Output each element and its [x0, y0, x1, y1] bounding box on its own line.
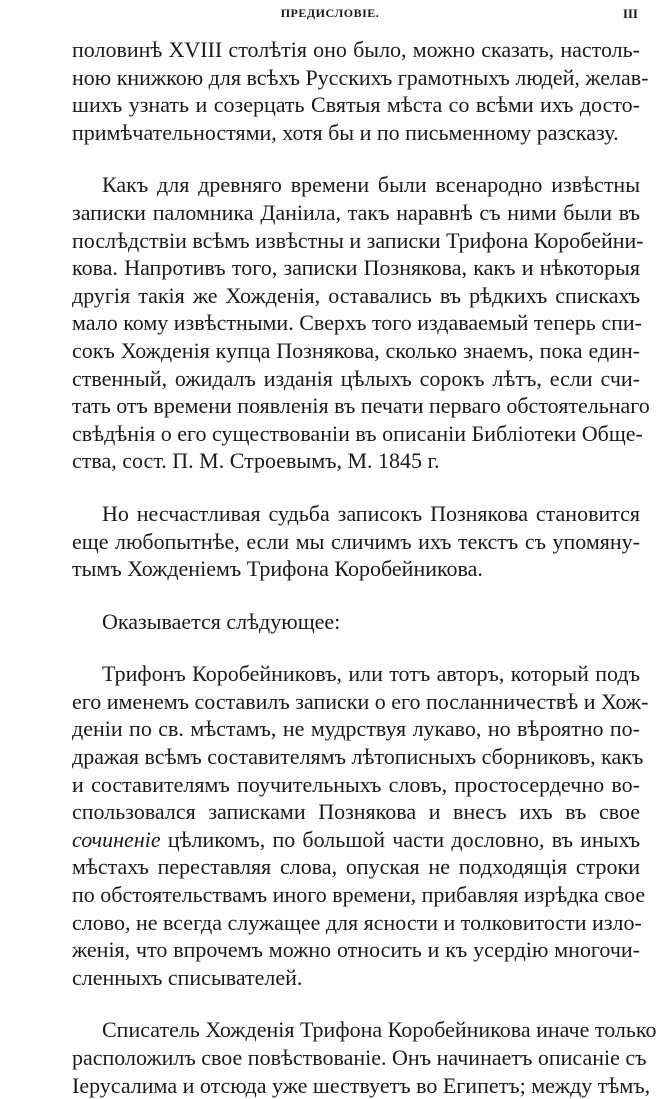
- paragraph: [72, 1016, 657, 1099]
- text-line: ною книжкою для всѣхъ Русскихъ грамотныхъ людей, желав-: [72, 64, 649, 90]
- text-line: и составителямъ поучительныхъ словъ, простосердечно во-: [72, 771, 640, 797]
- text-line: половинѣ XVIII столѣтія оно было, можно сказать, настоль-: [72, 37, 640, 62]
- text-line: мѣстахъ переставляя слова, опуская не подходящія строки: [72, 854, 640, 880]
- text-line: спользовался записками Познякова и внесъ ихъ въ свое: [72, 799, 640, 825]
- text-line: сленныхъ списывателей.: [72, 964, 303, 990]
- text-line: дражая всѣмъ составителямъ лѣтописныхъ сборниковъ, какъ: [72, 744, 644, 770]
- text-line: по обстоятельствамъ иного времени, прибавляя изрѣдка свое: [72, 882, 646, 908]
- text-line: Трифонъ Коробейниковъ, или тотъ авторъ, который подъ: [102, 661, 640, 687]
- italic-word: сочиненіе: [72, 826, 161, 852]
- paragraph: [72, 500, 640, 583]
- text-line: тать отъ времени появленія въ печати перваго обстоятельнаго: [72, 393, 650, 419]
- text-line: ства, сост. П. М. Строевымъ, М. 1845 г.: [72, 448, 440, 474]
- text-line: его именемъ составилъ записки о его посланничествѣ и Хож-: [72, 688, 649, 714]
- text-line: [72, 826, 640, 854]
- text-line: Списатель Хожденія Трифона Коробейникова иначе только: [102, 1017, 657, 1043]
- text-line: женія, что впрочемъ можно относить и къ усердію многочи-: [72, 937, 640, 963]
- text-line: Оказывается слѣдующее:: [102, 608, 341, 634]
- text-line-rest: цѣликомъ, по большой части дословно, въ иныхъ: [167, 826, 640, 852]
- text-line: тымъ Хожденіемъ Трифона Коробейникова.: [72, 556, 483, 582]
- running-head: [0, 4, 660, 24]
- text-line: свѣдѣнія о его существованіи въ описаніи Библіотеки Обще-: [72, 420, 643, 446]
- text-line: ственный, ожидалъ изданія цѣлыхъ сорокъ лѣтъ, если счи-: [72, 365, 640, 391]
- text-line: сокъ Хожденія купца Познякова, сколько знаемъ, пока един-: [72, 337, 640, 363]
- text-line: Но несчастливая судьба записокъ Познякова становится: [102, 500, 640, 526]
- text-line: деніи по св. мѣстамъ, не мудрствуя лукаво, но вѣроятно по-: [72, 716, 640, 742]
- text-line: еще любопытнѣе, если мы сличимъ ихъ текстъ съ упомяну-: [72, 528, 640, 554]
- paragraph: [72, 171, 650, 475]
- page-number: III: [622, 6, 638, 21]
- text-line: слово, не всегда служащее для ясности и толковитости изло-: [72, 909, 642, 935]
- text-line: Какъ для древняго времени были всенародно извѣстны: [102, 172, 640, 198]
- text-line: послѣдствіи всѣмъ извѣстны и записки Трифона Коробейни-: [72, 227, 644, 253]
- text-line: другія такія же Хожденія, оставались въ рѣдкихъ спискахъ: [72, 282, 640, 308]
- text-line: мало кому извѣстными. Сверхъ того издаваемый теперь спи-: [72, 310, 642, 336]
- text-line: шихъ узнать и созерцать Святыя мѣста со всѣми ихъ досто-: [72, 92, 640, 118]
- paragraph: [72, 36, 649, 146]
- text-line: примѣчательностями, хотя бы и по письменному разсказу.: [72, 119, 619, 145]
- text-line: Іерусалима и отсюда уже шествуетъ во Египетъ; между тѣмъ,: [72, 1072, 651, 1098]
- running-head-title: ПРЕДИСЛОВІЕ.: [280, 6, 380, 20]
- text-line: записки паломника Даніила, такъ наравнѣ съ ними были въ: [72, 199, 640, 225]
- text-line: кова. Напротивъ того, записки Познякова, какъ и нѣкоторыя: [72, 255, 640, 281]
- page-body: [72, 36, 657, 1099]
- text-line: расположилъ свое повѣствованіе. Онъ начинаетъ описаніе съ: [72, 1045, 647, 1070]
- paragraph: [72, 660, 649, 991]
- paragraph: [72, 608, 640, 636]
